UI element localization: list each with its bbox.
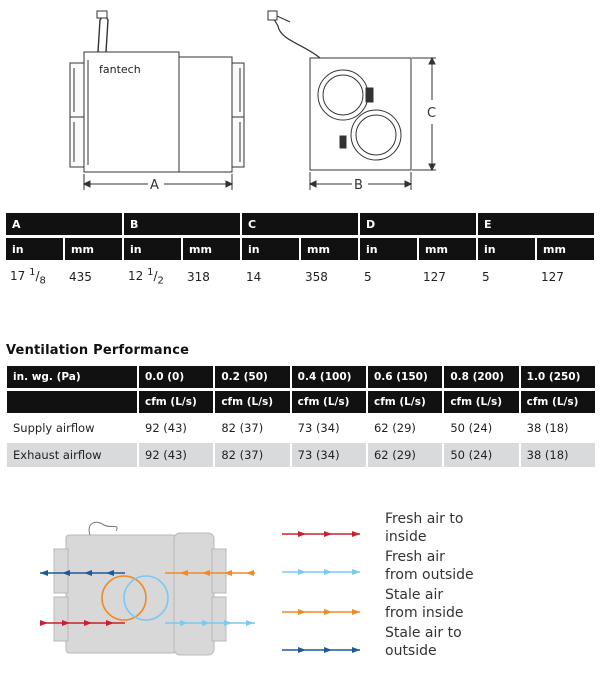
unit-cell: in — [242, 238, 299, 260]
unit-cell: mm — [183, 238, 240, 260]
vp-pressure: 1.0 (250) — [521, 366, 595, 388]
value-cell: 17 $^1/_8$ — [10, 267, 46, 287]
dimensions-values-row — [6, 263, 594, 290]
vp-unit: cfm (L/s) — [139, 391, 213, 413]
vp-value: 50 (24) — [444, 443, 518, 467]
legend-stale-from-inside — [385, 586, 463, 622]
unit-cell: in — [124, 238, 181, 260]
side-view-drawing — [268, 11, 436, 190]
legend-line: inside — [385, 529, 427, 545]
vp-value: 92 (43) — [139, 443, 213, 467]
vp-value: 73 (34) — [297, 421, 340, 435]
fraction-denominator: 2 — [157, 275, 164, 287]
row-label: Exhaust airflow — [7, 443, 137, 467]
vp-unit: cfm (L/s) — [215, 391, 289, 413]
fraction-numerator: 1 — [29, 267, 36, 278]
unit-cell: in — [360, 238, 417, 260]
dim-header-e: E — [478, 213, 594, 235]
value-cell: 12 $^1/_2$ — [128, 267, 164, 287]
legend-fresh-to-inside — [385, 510, 463, 546]
vp-header-label: in. wg. (Pa) — [7, 366, 137, 388]
vp-value: 38 (18) — [526, 421, 569, 435]
value-cell: 435 — [69, 269, 92, 284]
vp-unit: cfm (L/s) — [368, 391, 442, 413]
vp-units-row — [7, 391, 595, 413]
vp-pressure: 0.8 (200) — [444, 366, 518, 388]
row-label: Supply airflow — [13, 421, 95, 435]
fraction-whole: 12 — [128, 269, 144, 283]
dim-header-d: D — [360, 213, 476, 235]
vp-pressure: 0.0 (0) — [139, 366, 213, 388]
front-view-drawing — [70, 11, 244, 190]
legend-line: from outside — [385, 567, 474, 583]
vp-value: 82 (37) — [215, 443, 289, 467]
unit-cell: in — [6, 238, 63, 260]
vp-header-row — [7, 366, 595, 388]
fraction-numerator: 1 — [147, 267, 154, 278]
vp-value: 92 (43) — [145, 421, 187, 435]
dimensions-table — [4, 210, 596, 293]
legend-line: Stale air — [385, 587, 444, 603]
vp-unit: cfm (L/s) — [292, 391, 366, 413]
unit-cell: mm — [419, 238, 476, 260]
ventilation-title: Ventilation Performance — [6, 343, 190, 358]
vp-value: 82 (37) — [221, 421, 264, 435]
brand-logo: fantech — [99, 63, 141, 76]
ventilation-table — [5, 363, 597, 470]
value-cell: 5 — [482, 269, 490, 284]
vp-unit: cfm (L/s) — [521, 391, 595, 413]
legend-arrows — [280, 520, 370, 670]
legend-line: from inside — [385, 605, 464, 621]
vp-supply-row — [7, 416, 595, 440]
vp-value: 73 (34) — [292, 443, 366, 467]
value-cell: 5 — [364, 269, 372, 284]
vp-value: 62 (29) — [373, 421, 416, 435]
product-drawings — [0, 0, 600, 205]
dimension-c-label: C — [427, 106, 437, 121]
value-cell: 358 — [305, 269, 328, 284]
legend-line: Stale air to — [385, 625, 462, 641]
dim-header-a: A — [6, 213, 122, 235]
vp-units-blank — [7, 391, 137, 413]
vp-value: 62 (29) — [368, 443, 442, 467]
legend-line: outside — [385, 643, 437, 659]
vp-unit: cfm (L/s) — [444, 391, 518, 413]
fraction-whole: 17 — [10, 269, 26, 283]
unit-cell: in — [478, 238, 535, 260]
dim-header-b: B — [124, 213, 240, 235]
unit-cell: mm — [65, 238, 122, 260]
dimensions-header-row — [6, 213, 594, 235]
unit-cell: mm — [301, 238, 358, 260]
dimension-b-label: B — [354, 178, 363, 193]
unit-cell: mm — [537, 238, 594, 260]
vp-pressure: 0.2 (50) — [215, 366, 289, 388]
value-cell: 14 — [246, 269, 262, 284]
dimensions-units-row — [6, 238, 594, 260]
fraction-denominator: 8 — [39, 275, 46, 287]
value-cell: 127 — [541, 269, 564, 284]
legend-stale-to-outside — [385, 624, 462, 660]
value-cell: 318 — [187, 269, 210, 284]
airflow-diagram — [0, 505, 270, 675]
vp-pressure: 0.6 (150) — [368, 366, 442, 388]
dimension-a-label: A — [150, 178, 159, 193]
vp-exhaust-row — [7, 443, 595, 467]
vp-value: 50 (24) — [450, 421, 493, 435]
legend-line: Fresh air — [385, 549, 445, 565]
dim-header-c: C — [242, 213, 358, 235]
legend-line: Fresh air to — [385, 511, 464, 527]
value-cell: 127 — [423, 269, 446, 284]
vp-value: 38 (18) — [521, 443, 595, 467]
vp-pressure: 0.4 (100) — [292, 366, 366, 388]
legend-fresh-from-outside — [385, 548, 474, 584]
